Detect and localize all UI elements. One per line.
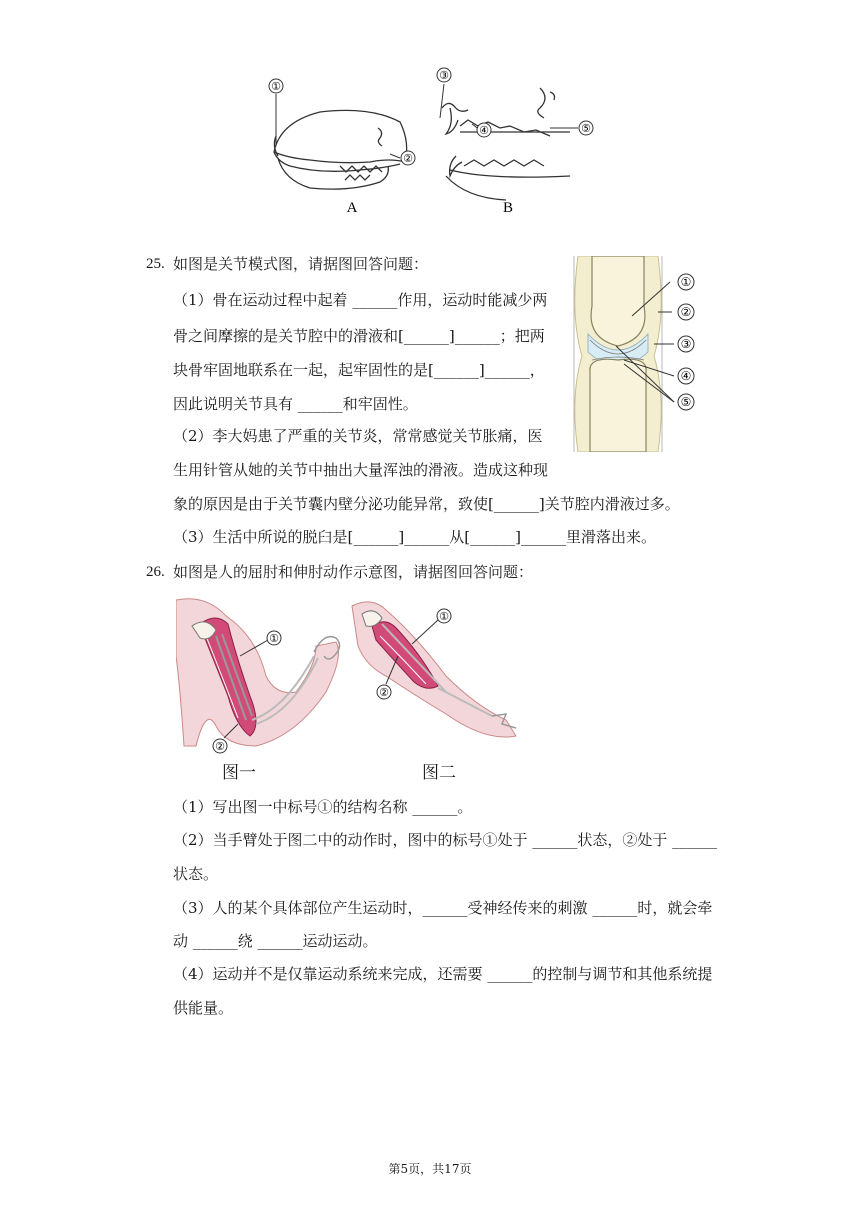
- joint-marker-2: [678, 304, 694, 320]
- skull-b-drawing: [442, 88, 570, 200]
- svg-text:③: ③: [439, 70, 449, 82]
- svg-text:①: ①: [439, 611, 449, 623]
- svg-text:③: ③: [680, 337, 692, 351]
- svg-text:④: ④: [479, 125, 489, 137]
- q25-line-1: （1）骨在运动过程中起着 ______作用，运动时能减少两: [173, 291, 548, 309]
- extended-marker-2: [377, 685, 391, 699]
- svg-text:②: ②: [215, 741, 225, 753]
- q25-line-7: 象的原因是由于关节囊内壁分泌功能异常，致使[______]关节腔内滑液过多。: [173, 495, 680, 513]
- q26-line-5: 动 ______绕 ______运动运动。: [173, 932, 378, 950]
- q26-line-4: （3）人的某个具体部位产生运动时，______受神经传来的刺激 ______时，就会牵: [173, 899, 713, 917]
- page-footer: 第5页，共17页: [388, 1162, 472, 1176]
- q25-line-6: 生用针管从她的关节中抽出大量浑浊的滑液。造成这种现: [173, 461, 549, 479]
- skull-teeth-figure: [260, 62, 600, 218]
- skull-a-drawing: [274, 110, 407, 189]
- q26-line-3: 状态。: [173, 865, 219, 883]
- skull-label-b: B: [502, 200, 514, 216]
- svg-text:⑤: ⑤: [680, 395, 692, 409]
- joint-marker-4: [678, 368, 694, 384]
- q25-line-2: 骨之间摩擦的是关节腔中的滑液和[______]______；把两: [173, 327, 545, 345]
- svg-text:①: ①: [271, 81, 281, 93]
- skull-marker-4: [477, 123, 491, 137]
- skull-marker-2: [401, 151, 415, 165]
- q26-line-6: （4）运动并不是仅靠运动系统来完成，还需要 ______的控制与调节和其他系统提: [173, 965, 713, 983]
- q26-line-1: （1）写出图一中标号①的结构名称 ______。: [173, 798, 473, 816]
- q25-number: 25.: [146, 256, 165, 272]
- joint-diagram: [562, 256, 722, 452]
- extended-marker-1: [437, 609, 451, 623]
- q25-stem: 如图是关节模式图，请据图回答问题：: [173, 255, 429, 273]
- q26-number: 26.: [146, 564, 165, 580]
- svg-text:②: ②: [403, 153, 413, 165]
- q25-line-4: 因此说明关节具有 ______和牢固性。: [173, 395, 418, 413]
- svg-text:④: ④: [680, 369, 692, 383]
- q25-line-5: （2）李大妈患了严重的关节炎，常常感觉关节胀痛，医: [173, 427, 543, 445]
- svg-text:⑤: ⑤: [581, 123, 591, 135]
- svg-text:①: ①: [680, 275, 692, 289]
- flexed-marker-2: [213, 739, 227, 753]
- svg-text:②: ②: [379, 687, 389, 699]
- joint-marker-1: [678, 274, 694, 290]
- svg-text:①: ①: [269, 633, 279, 645]
- q25-line-8: （3）生活中所说的脱臼是[______]______从[______]______里滑落出来。: [173, 528, 656, 546]
- q26-stem: 如图是人的屈肘和伸肘动作示意图，请据图回答问题：: [173, 563, 534, 581]
- extended-arm-drawing: [352, 602, 516, 737]
- skull-marker-5: [579, 121, 593, 135]
- figure-2-caption: 图二: [422, 763, 456, 783]
- arm-figures: [176, 596, 536, 756]
- q26-line-7: 供能量。: [173, 999, 234, 1017]
- joint-marker-3: [678, 336, 694, 352]
- flexed-arm-drawing: [176, 599, 340, 746]
- joint-marker-5: [678, 394, 694, 410]
- figure-1-caption: 图一: [222, 763, 256, 783]
- skull-marker-1: [269, 79, 283, 93]
- q25-line-3: 块骨牢固地联系在一起，起牢固性的是[______]______，: [173, 361, 545, 379]
- q26-line-2: （2）当手臂处于图二中的动作时，图中的标号①处于 ______状态，②处于 ______: [173, 831, 718, 849]
- flexed-marker-1: [267, 631, 281, 645]
- skull-marker-3: [437, 68, 451, 82]
- svg-text:②: ②: [680, 305, 692, 319]
- skull-label-a: A: [346, 200, 358, 216]
